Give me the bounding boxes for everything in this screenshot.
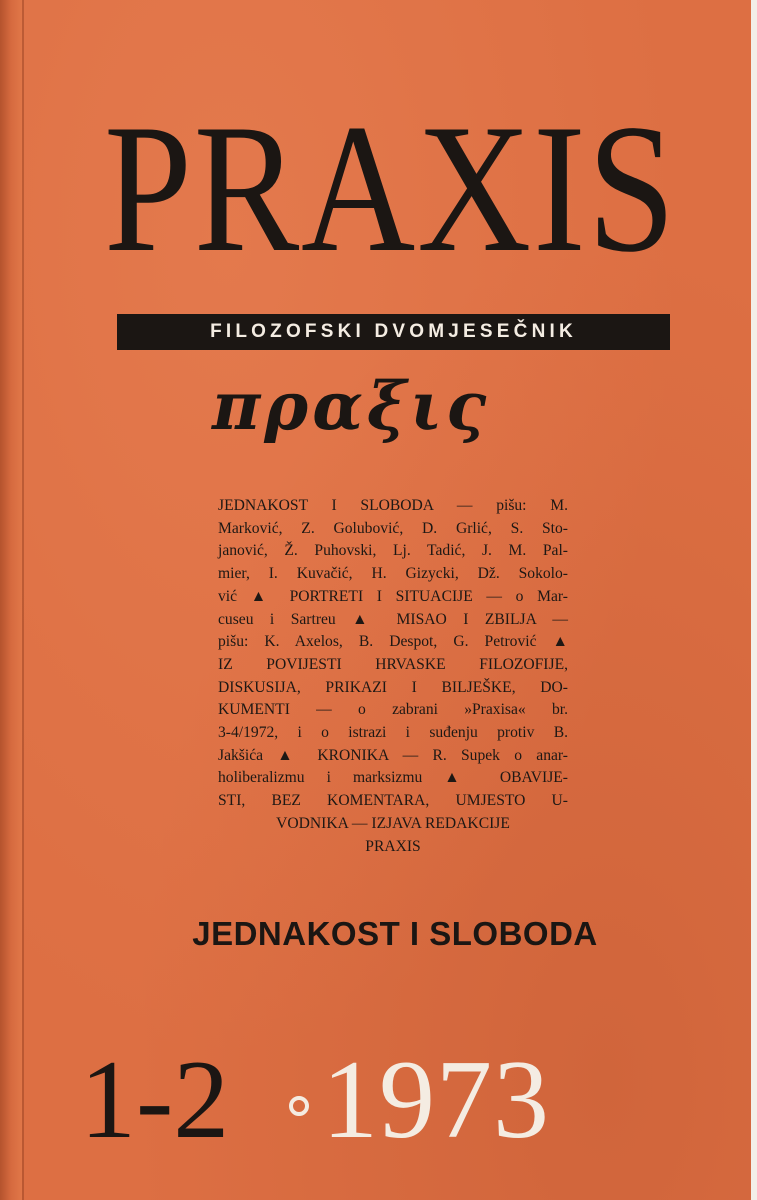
issue-number: 1-2 [80,1038,230,1162]
issue-separator-circle [289,1096,309,1116]
table-of-contents [218,495,568,858]
journal-subtitle: FILOZOFSKI DVOMJESEČNIK [210,321,577,342]
issue-year: 1973 [322,1038,550,1162]
contents-line: JEDNAKOST I SLOBODA — pišu: M. [218,497,568,514]
contents-line: cuseu i Sartreu ▲ MISAO I ZBILJA — [218,610,568,628]
contents-line: STI, BEZ KOMENTARA, UMJESTO U- [218,792,568,810]
issue-headline: JEDNAKOST I SLOBODA [192,915,598,952]
contents-line: vić ▲ PORTRETI I SITUACIJE — o Mar- [218,587,568,605]
greek-title: πραξις [212,367,491,445]
contents-line: janović, Ž. Puhovski, Lj. Tadić, J. M. Pal- [218,542,568,560]
contents-line: holiberalizmu i marksizmu ▲ OBAVIJE- [218,769,568,787]
contents-line: 3-4/1972, i o istrazi i suđenju protiv B. [218,724,568,742]
contents-line: Marković, Z. Golubović, D. Grlić, S. Sto- [218,519,568,537]
spine-edge [0,0,22,1200]
contents-line: DISKUSIJA, PRIKAZI I BILJEŠKE, DO- [218,678,568,696]
contents-line: VODNIKA — IZJAVA REDAKCIJE [276,814,510,832]
page-edge [751,0,757,1200]
contents-line: mier, I. Kuvačić, H. Gizycki, Dž. Sokolo- [218,565,568,583]
journal-title: PRAXIS [104,86,678,290]
spine-fold-line [22,0,24,1200]
contents-line: pišu: K. Axelos, B. Despot, G. Petrović ▲ [218,633,568,651]
contents-line: KUMENTI — o zabrani »Praxisa« br. [218,701,568,719]
contents-line: IZ POVIJESTI HRVASKE FILOZOFIJE, [218,655,568,673]
contents-line: Jakšića ▲ KRONIKA — R. Supek o anar- [218,746,568,764]
contents-line: PRAXIS [365,837,421,855]
subtitle-band [117,314,670,350]
